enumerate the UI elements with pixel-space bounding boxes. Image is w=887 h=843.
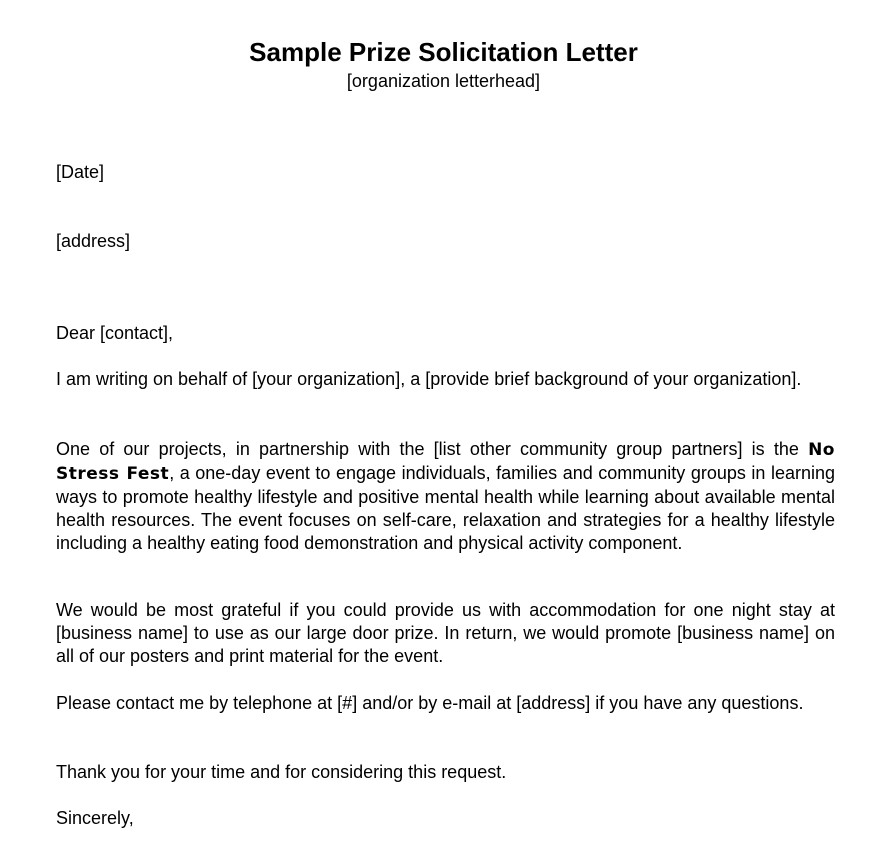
salutation: Dear [contact], bbox=[56, 323, 174, 343]
address-line: [address] bbox=[56, 231, 131, 251]
letterhead-placeholder: [organization letterhead] bbox=[346, 71, 541, 91]
closing: Sincerely, bbox=[56, 808, 134, 828]
date-line: [Date] bbox=[56, 162, 105, 182]
paragraph-thanks: Thank you for your time and for considering this request. bbox=[56, 762, 507, 782]
paragraph-contact: Please contact me by telephone at [#] and/or by e-mail at [address] if you have any questions. bbox=[56, 693, 804, 713]
paragraph-project-before: One of our projects, in partnership with the [list other community group partners] is the bbox=[56, 439, 809, 459]
event-name: No Stress Fest bbox=[56, 440, 835, 484]
paragraph-project bbox=[56, 438, 835, 555]
paragraph-request: We would be most grateful if you could provide us with accommodation for one night stay at [business name] to use as our large door prize. In return, we would promote [business name] on all of our posters and print material for the event. bbox=[56, 600, 835, 666]
paragraph-intro: I am writing on behalf of [your organization], a [provide brief background of your organization]. bbox=[56, 369, 802, 389]
letter-title: Sample Prize Solicitation Letter bbox=[249, 37, 638, 67]
paragraph-project-after: , a one-day event to engage individuals, families and community groups in learning ways to promote healthy lifestyle and positive mental health while learning about available mental health resources. The event focuses on self-care, relaxation and strategies for a healthy lifestyle including a healthy eating food demonstration and physical activity component. bbox=[56, 463, 836, 553]
